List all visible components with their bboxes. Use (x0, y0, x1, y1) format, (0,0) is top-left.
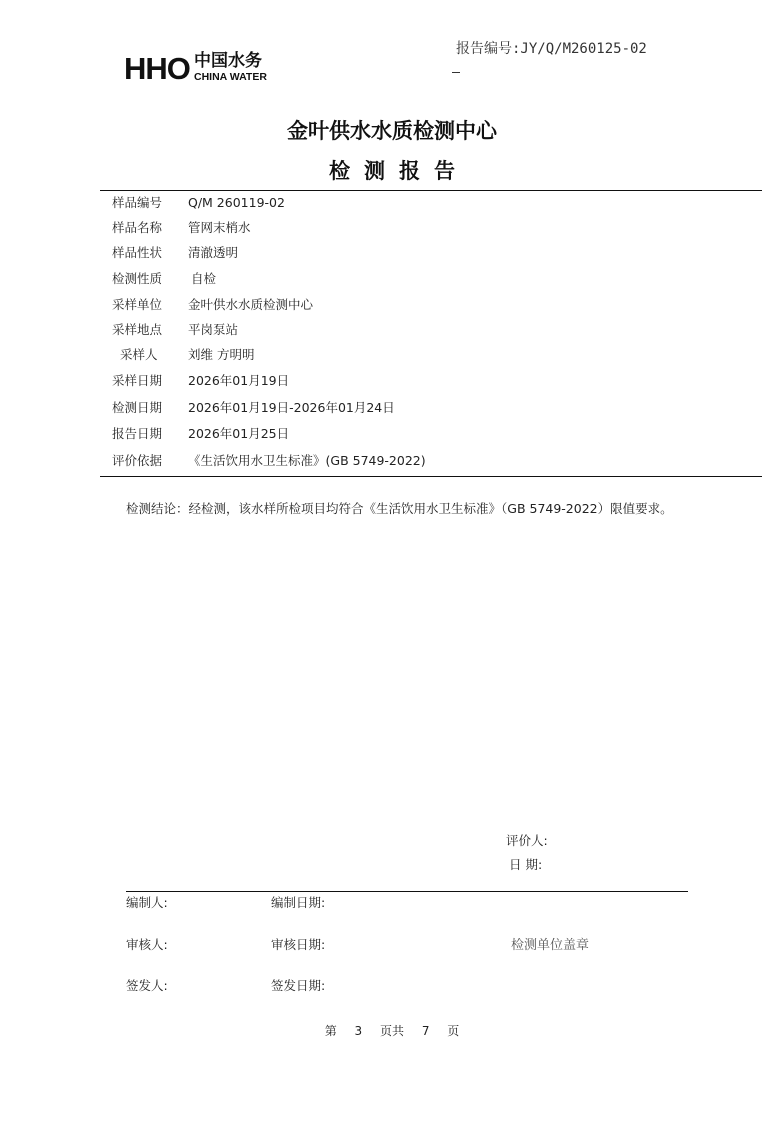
compile-date-label: 编制日期: (271, 895, 326, 910)
stamp-placeholder: 检测单位盖章 (511, 938, 590, 953)
issuer-label: 签发人: (126, 978, 168, 993)
field-label: 报告日期 (112, 426, 163, 441)
logo-english-text: CHINA WATER (194, 71, 267, 83)
field-value: 金叶供水水质检测中心 (188, 297, 314, 312)
review-block (506, 829, 548, 877)
field-value: 2026年01月19日 (188, 373, 290, 388)
field-label: 样品名称 (112, 220, 163, 235)
page-title: 金叶供水水质检测中心 (287, 119, 497, 143)
compiler-label: 编制人: (126, 895, 168, 910)
field-label: 检测日期 (112, 400, 163, 415)
field-value: 管网末梢水 (188, 220, 251, 235)
field-value: 2026年01月19日-2026年01月24日 (188, 400, 395, 415)
page-number: 第 3 页共 7 页 (324, 1024, 460, 1038)
field-label: 采样日期 (112, 373, 163, 388)
field-label: 采样地点 (112, 322, 163, 337)
field-label: 检测性质 (112, 271, 163, 286)
top-divider (100, 190, 762, 191)
logo-chinese-text: 中国水务 (194, 51, 262, 71)
bottom-divider (100, 476, 762, 477)
field-label: 采样人 (120, 347, 158, 362)
field-label: 评价依据 (112, 453, 163, 468)
reviewer-label: 评价人: (506, 833, 548, 848)
review-date-label: 日 期: (509, 857, 543, 872)
issue-date-label: 签发日期: (271, 978, 326, 993)
auditor-label: 审核人: (126, 937, 168, 952)
field-value: Q/M 260119-02 (188, 195, 285, 210)
audit-date-label: 审核日期: (271, 937, 326, 952)
field-value: 自检 (191, 271, 217, 286)
page-subtitle: 检测报告 (329, 159, 469, 183)
field-label: 样品编号 (112, 195, 163, 210)
china-water-logo (124, 50, 269, 88)
field-value: 刘维 方明明 (188, 347, 255, 362)
field-value: 平岗泵站 (188, 322, 239, 337)
field-value: 2026年01月25日 (188, 426, 290, 441)
signature-divider (126, 891, 688, 892)
field-value: 清澈透明 (188, 245, 239, 260)
field-label: 样品性状 (112, 245, 163, 260)
field-label: 采样单位 (112, 297, 163, 312)
report-number: 报告编号:JY/Q/M260125-02 (456, 41, 647, 57)
field-value: 《生活饮用水卫生标准》(GB 5749-2022) (188, 453, 426, 468)
header-mark (452, 72, 460, 73)
test-conclusion: 检测结论：经检测，该水样所检项目均符合《生活饮用水卫生标准》（GB 5749-2022）限值要求。 (126, 501, 673, 516)
logo-mark: HHO (124, 51, 190, 86)
